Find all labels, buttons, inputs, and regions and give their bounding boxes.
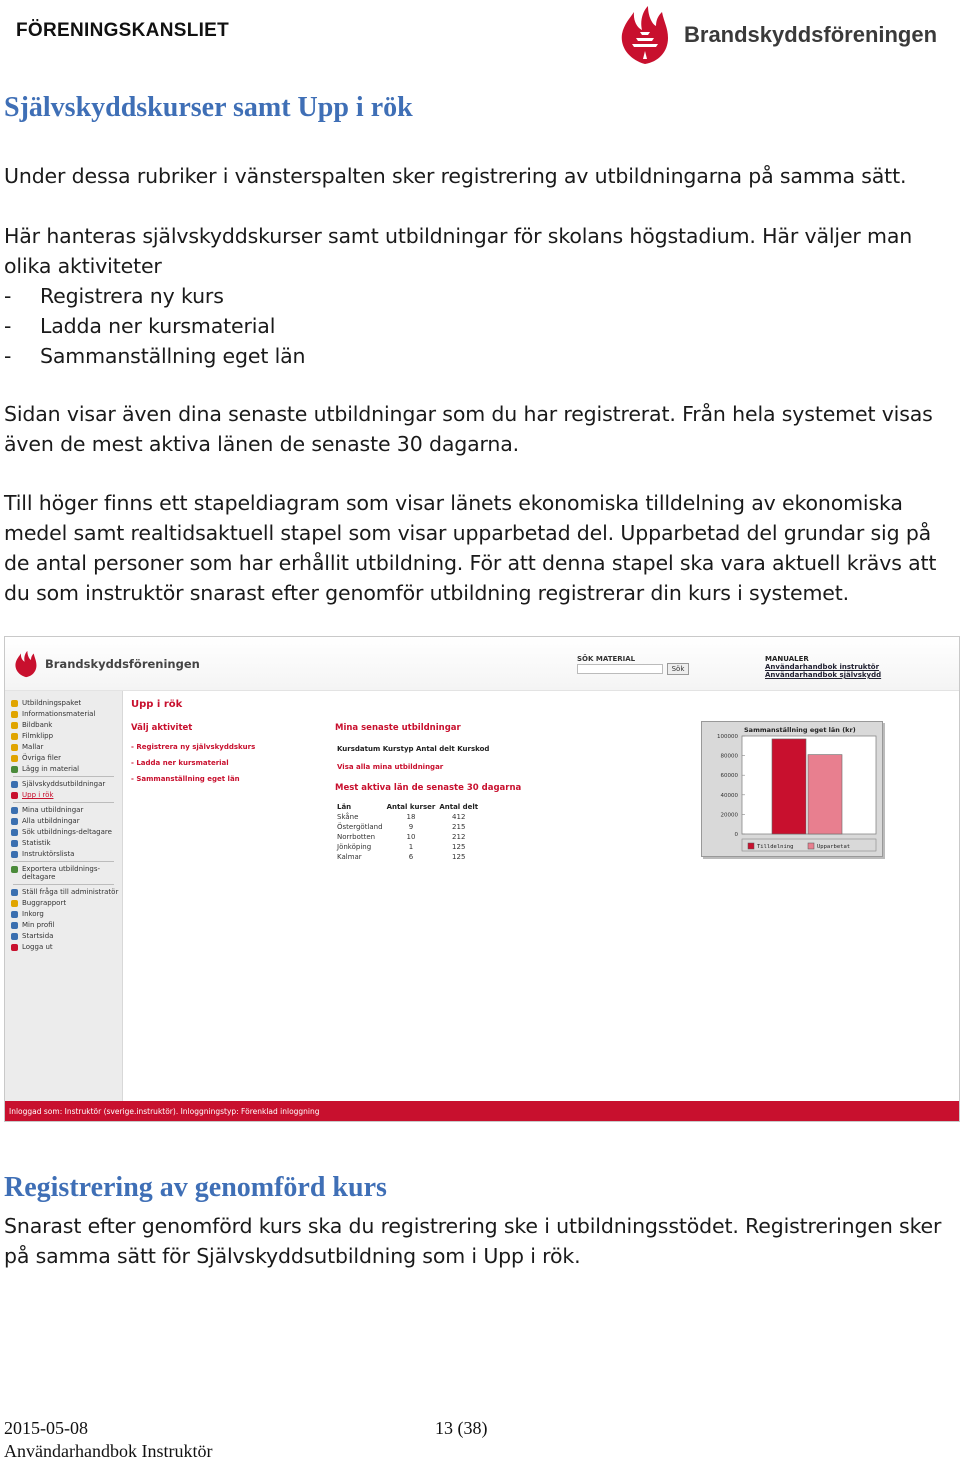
menu-icon bbox=[11, 911, 18, 918]
sidebar-item[interactable] bbox=[5, 754, 122, 762]
footer-page-number: 13 (38) bbox=[435, 1418, 488, 1438]
table-row bbox=[337, 812, 482, 822]
sidebar-item-label: Buggrapport bbox=[22, 899, 67, 907]
y-tick-label: 80000 bbox=[720, 753, 738, 760]
show-all-link[interactable]: Visa alla mina utbildningar bbox=[337, 763, 444, 771]
sidebar-item-label: Utbildningspaket bbox=[22, 699, 82, 707]
sidebar-item-label: Filmklipp bbox=[22, 732, 54, 740]
footer-document-name: Användarhandbok Instruktör bbox=[4, 1441, 213, 1461]
sidebar-item[interactable] bbox=[5, 943, 122, 951]
sidebar-item[interactable] bbox=[5, 888, 122, 896]
sidebar-item[interactable] bbox=[5, 791, 122, 799]
app-topbar bbox=[5, 637, 959, 691]
list-item: - Sammanställning eget län bbox=[4, 341, 954, 371]
menu-icon bbox=[11, 922, 18, 929]
menu-icon bbox=[11, 866, 18, 873]
sidebar-item-label: Logga ut bbox=[22, 943, 53, 951]
legend-swatch bbox=[808, 843, 814, 849]
menu-icon bbox=[11, 889, 18, 896]
sidebar-item[interactable] bbox=[5, 806, 122, 814]
sidebar-item-label: Startsida bbox=[22, 932, 54, 940]
sidebar-item[interactable] bbox=[5, 765, 122, 773]
activity-list bbox=[4, 281, 954, 371]
table-cell: Kalmar bbox=[337, 853, 362, 861]
menu-icon bbox=[11, 944, 18, 951]
sidebar-item-label: Lägg in material bbox=[22, 765, 80, 773]
table-cell: 212 bbox=[452, 833, 466, 841]
table-cell: Norrbotten bbox=[337, 833, 376, 841]
y-tick-label: 0 bbox=[734, 832, 738, 838]
menu-icon bbox=[11, 781, 18, 788]
menu-icon bbox=[11, 755, 18, 762]
flame-logo-icon bbox=[612, 4, 678, 66]
sidebar-item-label: Övriga filer bbox=[22, 754, 61, 762]
table-cell: 18 bbox=[406, 813, 416, 821]
paragraph-chart-description: Till höger finns ett stapeldiagram som visar länets ekonomiska tilldelning av ekonomiska medel samt realtidsaktuell stapel som visar upparbetad del. Upparbetad del grundar sig på de antal personer som har erhållit utbildning. För att denna stapel ska vara aktuell krävs att du som instruktör snarast efter genomför utbildning registrerar din kurs i systemet. bbox=[4, 491, 937, 605]
table-cell: 215 bbox=[452, 823, 466, 831]
table-row bbox=[337, 852, 482, 862]
menu-icon bbox=[11, 766, 18, 773]
sidebar-item[interactable] bbox=[5, 721, 122, 729]
sidebar-item-label: Exportera utbildnings-deltagare bbox=[22, 865, 101, 881]
column-header: Län bbox=[337, 803, 352, 811]
app-logo bbox=[11, 649, 200, 679]
link-county-summary[interactable]: - Sammanställning eget län bbox=[131, 775, 240, 783]
sidebar-item-label: Min profil bbox=[22, 921, 55, 929]
menu-icon bbox=[11, 722, 18, 729]
sidebar-item[interactable] bbox=[5, 850, 122, 858]
sidebar-divider bbox=[13, 861, 114, 862]
organization-name: FÖRENINGSKANSLIET bbox=[16, 20, 230, 41]
recent-courses-columns: Kursdatum Kurstyp Antal delt Kurskod bbox=[337, 745, 490, 753]
app-sidebar bbox=[5, 691, 123, 1101]
table-cell: Jönköping bbox=[337, 843, 372, 851]
menu-icon bbox=[11, 840, 18, 847]
sidebar-item-label: Informationsmaterial bbox=[22, 710, 96, 718]
section-title-2: Registrering av genomförd kurs bbox=[4, 1172, 387, 1203]
section-title: Självskyddskurser samt Upp i rök bbox=[4, 92, 413, 123]
sidebar-item[interactable] bbox=[5, 817, 122, 825]
y-tick-label: 100000 bbox=[717, 734, 738, 740]
table-cell: 9 bbox=[408, 823, 414, 831]
manual-link-instructor[interactable]: Användarhandbok instruktör bbox=[765, 663, 880, 671]
sidebar-item-label: Statistik bbox=[22, 839, 51, 847]
sidebar-item[interactable] bbox=[5, 732, 122, 740]
sidebar-item-label: Sök utbildnings-deltagare bbox=[22, 828, 112, 836]
recent-courses-heading: Mina senaste utbildningar bbox=[335, 723, 461, 733]
table-cell: 1 bbox=[408, 843, 414, 851]
y-tick-label: 20000 bbox=[720, 812, 738, 819]
bar-tilldelning bbox=[772, 739, 806, 834]
menu-icon bbox=[11, 792, 18, 799]
menu-icon bbox=[11, 711, 18, 718]
legend-label: Tilldelning bbox=[757, 844, 794, 850]
bar-upparbetat bbox=[808, 755, 842, 834]
y-tick-label: 60000 bbox=[720, 773, 738, 780]
menu-icon bbox=[11, 900, 18, 907]
sidebar-item-label: Inkorg bbox=[22, 910, 44, 918]
list-item: - Ladda ner kursmaterial bbox=[4, 311, 954, 341]
sidebar-item[interactable] bbox=[5, 932, 122, 940]
sidebar-item[interactable] bbox=[5, 828, 122, 836]
chart-title: Sammanställning eget län (kr) bbox=[744, 726, 856, 734]
menu-icon bbox=[11, 807, 18, 814]
table-cell: 125 bbox=[452, 843, 466, 851]
sidebar-item-label: Bildbank bbox=[22, 721, 53, 729]
county-table bbox=[337, 803, 482, 862]
sidebar-item[interactable] bbox=[5, 899, 122, 907]
login-status-bar: Inloggad som: Instruktör (sverige.instruktör). Inloggningstyp: Förenklad inloggning bbox=[5, 1101, 959, 1122]
sidebar-item-label: Instruktörslista bbox=[22, 850, 75, 858]
footer-date: 2015-05-08 bbox=[4, 1418, 88, 1438]
sidebar-item[interactable] bbox=[5, 921, 122, 929]
menu-icon bbox=[11, 744, 18, 751]
search-label: SÖK MATERIAL bbox=[577, 655, 636, 663]
link-register-course[interactable]: - Registrera ny självskyddskurs bbox=[131, 743, 256, 751]
menu-icon bbox=[11, 829, 18, 836]
sidebar-item-label: Upp i rök bbox=[22, 791, 54, 799]
legend-swatch bbox=[748, 843, 754, 849]
sidebar-item-label: Alla utbildningar bbox=[22, 817, 80, 825]
search-input[interactable] bbox=[577, 664, 663, 674]
paragraph-intro: Under dessa rubriker i vänsterspalten sker registrering av utbildningarna på samma sätt. bbox=[4, 164, 907, 188]
table-row bbox=[337, 832, 482, 842]
county-budget-chart bbox=[701, 721, 883, 857]
list-marker: - bbox=[4, 314, 12, 338]
sidebar-item-label: Mina utbildningar bbox=[22, 806, 84, 814]
manual-link-selfprotection[interactable]: Användarhandbok självskydd bbox=[765, 671, 882, 679]
sidebar-item-label: Självskyddsutbildningar bbox=[22, 780, 106, 788]
table-row bbox=[337, 842, 482, 852]
table-cell: Skåne bbox=[337, 813, 359, 821]
active-counties-heading: Mest aktiva län de senaste 30 dagarna bbox=[335, 783, 522, 793]
sidebar-item[interactable] bbox=[5, 865, 122, 881]
sidebar-divider bbox=[13, 884, 114, 885]
brand-name: Brandskyddsföreningen bbox=[684, 22, 938, 47]
y-tick-label: 40000 bbox=[720, 792, 738, 799]
table-cell: 6 bbox=[408, 853, 414, 861]
column-header: Antal delt bbox=[439, 803, 479, 811]
list-marker: - bbox=[4, 344, 12, 368]
sidebar-item[interactable] bbox=[5, 710, 122, 718]
table-cell: Östergötland bbox=[337, 823, 383, 831]
column-header: Antal kurser bbox=[386, 803, 436, 811]
sidebar-item[interactable] bbox=[5, 839, 122, 847]
sidebar-divider bbox=[13, 776, 114, 777]
paragraph-registration: Snarast efter genomförd kurs ska du registrering ske i utbildningsstödet. Registreringen sker på samma sätt för Självskyddsutbildning som i Upp i rök. bbox=[4, 1214, 942, 1268]
sidebar-item[interactable] bbox=[5, 699, 122, 707]
app-screenshot bbox=[4, 636, 960, 1122]
table-cell: 10 bbox=[406, 833, 416, 841]
sidebar-item[interactable] bbox=[5, 780, 122, 788]
search-button[interactable]: Sök bbox=[667, 663, 689, 675]
legend-label: Upparbetat bbox=[817, 844, 851, 850]
brand-logo bbox=[612, 4, 937, 66]
menu-icon bbox=[11, 700, 18, 707]
paragraph-activities: Här hanteras självskyddskurser samt utbildningar för skolans högstadium. Här väljer man olika aktiviteter bbox=[4, 224, 913, 278]
sidebar-item[interactable] bbox=[5, 743, 122, 751]
manuals-label: MANUALER bbox=[765, 655, 809, 663]
menu-icon bbox=[11, 818, 18, 825]
menu-icon bbox=[11, 733, 18, 740]
app-brand: Brandskyddsföreningen bbox=[45, 657, 200, 671]
table-cell: 412 bbox=[452, 813, 466, 821]
flame-logo-icon bbox=[11, 649, 41, 679]
page-heading: Upp i rök bbox=[131, 699, 183, 710]
link-download-material[interactable]: - Ladda ner kursmaterial bbox=[131, 759, 229, 767]
list-marker: - bbox=[4, 284, 12, 308]
choose-activity-heading: Välj aktivitet bbox=[131, 723, 193, 733]
paragraph-recent: Sidan visar även dina senaste utbildningar som du har registrerat. Från hela systemet visas även de mest aktiva länen de senaste 30 dagarna. bbox=[4, 402, 933, 456]
menu-icon bbox=[11, 851, 18, 858]
list-item: - Registrera ny kurs bbox=[4, 281, 954, 311]
table-row bbox=[337, 822, 482, 832]
sidebar-item-label: Ställ fråga till administratör bbox=[22, 888, 119, 896]
bar-chart bbox=[702, 722, 884, 858]
manuals bbox=[765, 655, 881, 679]
sidebar-item[interactable] bbox=[5, 910, 122, 918]
menu-icon bbox=[11, 933, 18, 940]
table-cell: 125 bbox=[452, 853, 466, 861]
sidebar-item-label: Mallar bbox=[22, 743, 44, 751]
sidebar-divider bbox=[13, 802, 114, 803]
